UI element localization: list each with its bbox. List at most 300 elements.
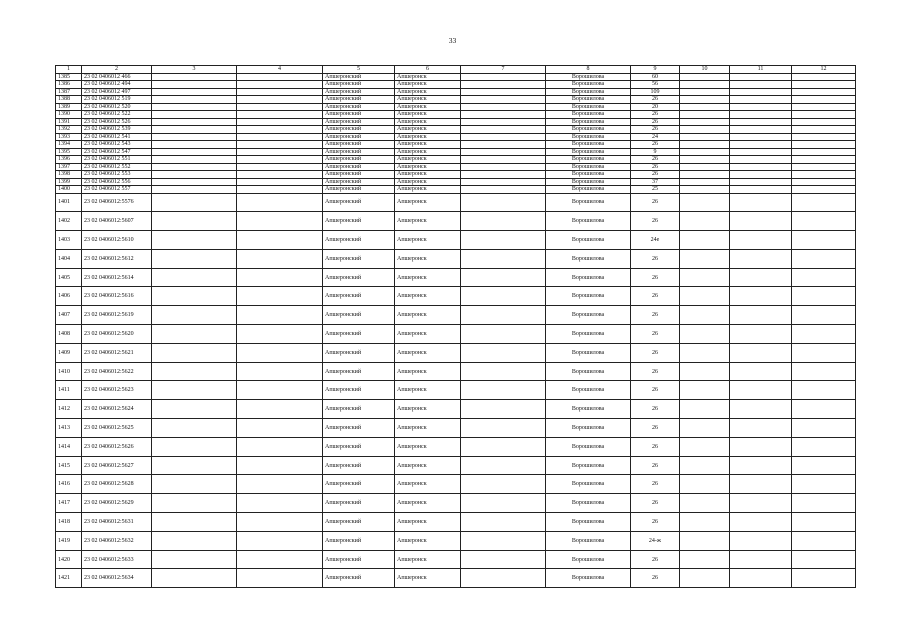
district-cell: Апшеронский [323,400,395,419]
empty-cell [461,306,546,325]
empty-cell [680,96,730,104]
empty-cell [792,126,856,134]
empty-cell [237,550,323,569]
city-cell: Апшеронск [395,381,461,400]
empty-cell [792,513,856,532]
house-number-cell: 26 [631,118,680,126]
empty-cell [461,249,546,268]
empty-cell [730,103,792,111]
empty-cell [730,343,792,362]
district-cell: Апшеронский [323,343,395,362]
table-row [56,148,856,156]
house-number-cell: 26 [631,569,680,588]
city-cell: Апшеронск [395,133,461,141]
district-cell: Апшеронский [323,531,395,550]
city-cell: Апшеронск [395,81,461,89]
table-row [56,513,856,532]
empty-cell [680,141,730,149]
row-number-cell: 1395 [56,148,82,156]
table-row [56,156,856,164]
empty-cell [730,437,792,456]
street-cell: Ворошилова [546,81,631,89]
house-number-cell: 25 [631,186,680,194]
district-cell: Апшеронский [323,231,395,250]
street-cell: Ворошилова [546,186,631,194]
house-number-cell: 26 [631,475,680,494]
cadastral-number-cell: 23 02 0406012 556 [82,178,152,186]
street-cell: Ворошилова [546,325,631,344]
empty-cell [461,171,546,179]
row-number-cell: 1400 [56,186,82,194]
house-number-cell: 26 [631,456,680,475]
col-header-12: 12 [792,66,856,74]
district-cell: Апшеронский [323,249,395,268]
empty-cell [461,88,546,96]
empty-cell [152,343,237,362]
empty-cell [730,531,792,550]
empty-cell [152,111,237,119]
empty-cell [237,287,323,306]
empty-cell [461,362,546,381]
street-cell: Ворошилова [546,96,631,104]
empty-cell [730,186,792,194]
table-row [56,186,856,194]
table-row [56,171,856,179]
row-number-cell: 1389 [56,103,82,111]
empty-cell [680,287,730,306]
empty-cell [680,103,730,111]
empty-cell [730,156,792,164]
district-cell: Апшеронский [323,186,395,194]
row-number-cell: 1405 [56,268,82,287]
empty-cell [792,141,856,149]
city-cell: Апшеронск [395,531,461,550]
empty-cell [152,88,237,96]
empty-cell [680,249,730,268]
row-number-cell: 1403 [56,231,82,250]
street-cell: Ворошилова [546,550,631,569]
table-row [56,73,856,81]
table-row [56,103,856,111]
district-cell: Апшеронский [323,437,395,456]
empty-cell [152,531,237,550]
empty-cell [730,73,792,81]
empty-cell [152,249,237,268]
house-number-cell: 26 [631,96,680,104]
empty-cell [152,133,237,141]
table-row [56,178,856,186]
empty-cell [680,381,730,400]
empty-cell [237,343,323,362]
cadastral-number-cell: 23 02 0406012:5619 [82,306,152,325]
empty-cell [680,306,730,325]
empty-cell [237,171,323,179]
empty-cell [237,178,323,186]
empty-cell [461,163,546,171]
empty-cell [461,419,546,438]
house-number-cell: 26 [631,306,680,325]
district-cell: Апшеронский [323,118,395,126]
empty-cell [680,362,730,381]
row-number-cell: 1397 [56,163,82,171]
empty-cell [152,306,237,325]
street-cell: Ворошилова [546,141,631,149]
empty-cell [730,231,792,250]
empty-cell [730,88,792,96]
house-number-cell: 109 [631,88,680,96]
col-header-8: 8 [546,66,631,74]
empty-cell [792,531,856,550]
row-number-cell: 1392 [56,126,82,134]
street-cell: Ворошилова [546,381,631,400]
house-number-cell: 26 [631,249,680,268]
house-number-cell: 26 [631,437,680,456]
empty-cell [730,550,792,569]
empty-cell [730,163,792,171]
street-cell: Ворошилова [546,171,631,179]
district-cell: Апшеронский [323,306,395,325]
cadastral-number-cell: 23 02 0406012 551 [82,156,152,164]
empty-cell [792,325,856,344]
empty-cell [461,325,546,344]
empty-cell [680,513,730,532]
house-number-cell: 26 [631,156,680,164]
empty-cell [792,343,856,362]
empty-cell [730,306,792,325]
cadastral-number-cell: 23 02 0406012 543 [82,141,152,149]
street-cell: Ворошилова [546,88,631,96]
city-cell: Апшеронск [395,306,461,325]
empty-cell [792,419,856,438]
table-row [56,111,856,119]
district-cell: Апшеронский [323,163,395,171]
empty-cell [792,156,856,164]
empty-cell [680,231,730,250]
empty-cell [461,118,546,126]
cadastral-number-cell: 23 02 0406012 553 [82,171,152,179]
city-cell: Апшеронск [395,171,461,179]
city-cell: Апшеронск [395,400,461,419]
city-cell: Апшеронск [395,141,461,149]
empty-cell [461,73,546,81]
table-row [56,212,856,231]
house-number-cell: 26 [631,513,680,532]
cadastral-number-cell: 23 02 0406012:5622 [82,362,152,381]
empty-cell [461,148,546,156]
row-number-cell: 1406 [56,287,82,306]
empty-cell [680,133,730,141]
district-cell: Апшеронский [323,156,395,164]
table-row [56,268,856,287]
col-header-3: 3 [152,66,237,74]
cadastral-number-cell: 23 02 0406012 547 [82,148,152,156]
empty-cell [237,306,323,325]
empty-cell [461,141,546,149]
cadastral-number-cell: 23 02 0406012:5621 [82,343,152,362]
table-row [56,381,856,400]
street-cell: Ворошилова [546,118,631,126]
empty-cell [152,437,237,456]
empty-cell [730,475,792,494]
row-number-cell: 1409 [56,343,82,362]
district-cell: Апшеронский [323,268,395,287]
table-row [56,475,856,494]
house-number-cell: 26 [631,171,680,179]
row-number-cell: 1411 [56,381,82,400]
empty-cell [461,96,546,104]
empty-cell [730,126,792,134]
empty-cell [680,531,730,550]
house-number-cell: 56 [631,81,680,89]
street-cell: Ворошилова [546,419,631,438]
cadastral-number-cell: 23 02 0406012:5612 [82,249,152,268]
empty-cell [680,212,730,231]
row-number-cell: 1402 [56,212,82,231]
city-cell: Апшеронск [395,186,461,194]
empty-cell [152,513,237,532]
empty-cell [461,103,546,111]
empty-cell [792,306,856,325]
table-row [56,231,856,250]
empty-cell [237,103,323,111]
empty-cell [792,212,856,231]
empty-cell [237,456,323,475]
empty-cell [237,111,323,119]
empty-cell [237,475,323,494]
street-cell: Ворошилова [546,494,631,513]
empty-cell [461,381,546,400]
empty-cell [152,400,237,419]
empty-cell [792,186,856,194]
row-number-cell: 1408 [56,325,82,344]
table-row [56,126,856,134]
row-number-cell: 1412 [56,400,82,419]
empty-cell [730,325,792,344]
city-cell: Апшеронск [395,494,461,513]
empty-cell [792,193,856,212]
empty-cell [152,325,237,344]
city-cell: Апшеронск [395,362,461,381]
street-cell: Ворошилова [546,475,631,494]
district-cell: Апшеронский [323,81,395,89]
row-number-cell: 1418 [56,513,82,532]
cadastral-number-cell: 23 02 0406012:5627 [82,456,152,475]
district-cell: Апшеронский [323,126,395,134]
row-number-cell: 1419 [56,531,82,550]
street-cell: Ворошилова [546,569,631,588]
cadastral-number-cell: 23 02 0406012 526 [82,118,152,126]
table-row [56,88,856,96]
cadastral-number-cell: 23 02 0406012:5607 [82,212,152,231]
cadastral-number-cell: 23 02 0406012:5633 [82,550,152,569]
table-row [56,287,856,306]
city-cell: Апшеронск [395,513,461,532]
street-cell: Ворошилова [546,437,631,456]
empty-cell [237,381,323,400]
district-cell: Апшеронский [323,287,395,306]
empty-cell [680,569,730,588]
empty-cell [792,96,856,104]
empty-cell [730,249,792,268]
table-row [56,343,856,362]
row-number-cell: 1393 [56,133,82,141]
empty-cell [152,171,237,179]
empty-cell [792,163,856,171]
row-number-cell: 1421 [56,569,82,588]
house-number-cell: 24е [631,231,680,250]
col-header-2: 2 [82,66,152,74]
empty-cell [792,494,856,513]
street-cell: Ворошилова [546,103,631,111]
cadastral-number-cell: 23 02 0406012 494 [82,81,152,89]
empty-cell [152,287,237,306]
col-header-1: 1 [56,66,82,74]
empty-cell [152,193,237,212]
city-cell: Апшеронск [395,96,461,104]
cadastral-number-cell: 23 02 0406012 522 [82,111,152,119]
city-cell: Апшеронск [395,163,461,171]
house-number-cell: 26 [631,362,680,381]
district-cell: Апшеронский [323,419,395,438]
empty-cell [730,133,792,141]
col-header-7: 7 [461,66,546,74]
district-cell: Апшеронский [323,133,395,141]
empty-cell [461,178,546,186]
empty-cell [730,148,792,156]
table-row [56,362,856,381]
empty-cell [792,437,856,456]
city-cell: Апшеронск [395,475,461,494]
street-cell: Ворошилова [546,73,631,81]
table-row [56,249,856,268]
cadastral-number-cell: 23 02 0406012 557 [82,186,152,194]
house-number-cell: 26 [631,163,680,171]
empty-cell [152,156,237,164]
empty-cell [792,171,856,179]
city-cell: Апшеронск [395,111,461,119]
row-number-cell: 1415 [56,456,82,475]
empty-cell [792,475,856,494]
house-number-cell: 37 [631,178,680,186]
cadastral-number-cell: 23 02 0406012 539 [82,126,152,134]
house-number-cell: 9 [631,148,680,156]
city-cell: Апшеронск [395,126,461,134]
city-cell: Апшеронск [395,287,461,306]
page-number: 33 [448,36,457,45]
empty-cell [730,513,792,532]
district-cell: Апшеронский [323,475,395,494]
house-number-cell: 26 [631,494,680,513]
empty-cell [152,268,237,287]
district-cell: Апшеронский [323,111,395,119]
row-number-cell: 1410 [56,362,82,381]
empty-cell [237,419,323,438]
empty-cell [680,186,730,194]
empty-cell [680,343,730,362]
empty-cell [680,550,730,569]
empty-cell [730,141,792,149]
empty-cell [730,81,792,89]
empty-cell [237,73,323,81]
empty-cell [237,362,323,381]
empty-cell [152,96,237,104]
col-header-6: 6 [395,66,461,74]
table-row [56,550,856,569]
city-cell: Апшеронск [395,249,461,268]
cadastral-number-cell: 23 02 0406012 497 [82,88,152,96]
cadastral-number-cell: 23 02 0406012 541 [82,133,152,141]
house-number-cell: 24 [631,133,680,141]
row-number-cell: 1386 [56,81,82,89]
empty-cell [792,133,856,141]
empty-cell [680,268,730,287]
empty-cell [730,287,792,306]
empty-cell [237,126,323,134]
empty-cell [152,550,237,569]
city-cell: Апшеронск [395,437,461,456]
table-row [56,494,856,513]
cadastral-number-cell: 23 02 0406012:5631 [82,513,152,532]
street-cell: Ворошилова [546,400,631,419]
empty-cell [152,141,237,149]
empty-cell [152,73,237,81]
street-cell: Ворошилова [546,531,631,550]
empty-cell [152,419,237,438]
house-number-cell: 26 [631,212,680,231]
empty-cell [237,186,323,194]
district-cell: Апшеронский [323,178,395,186]
empty-cell [792,362,856,381]
city-cell: Апшеронск [395,325,461,344]
empty-cell [680,456,730,475]
empty-cell [680,118,730,126]
house-number-cell: 26 [631,126,680,134]
row-number-cell: 1413 [56,419,82,438]
cadastral-number-cell: 23 02 0406012:5616 [82,287,152,306]
row-number-cell: 1391 [56,118,82,126]
empty-cell [152,103,237,111]
empty-cell [237,231,323,250]
empty-cell [792,569,856,588]
col-header-4: 4 [237,66,323,74]
empty-cell [461,186,546,194]
district-cell: Апшеронский [323,88,395,96]
street-cell: Ворошилова [546,178,631,186]
empty-cell [237,531,323,550]
empty-cell [680,171,730,179]
empty-cell [237,88,323,96]
empty-cell [152,212,237,231]
empty-cell [152,118,237,126]
empty-cell [461,287,546,306]
empty-cell [152,494,237,513]
empty-cell [792,103,856,111]
empty-cell [792,118,856,126]
street-cell: Ворошилова [546,362,631,381]
cadastral-number-cell: 23 02 0406012:5628 [82,475,152,494]
empty-cell [680,126,730,134]
empty-cell [792,73,856,81]
cadastral-number-cell: 23 02 0406012:5629 [82,494,152,513]
empty-cell [680,437,730,456]
empty-cell [152,178,237,186]
empty-cell [730,419,792,438]
house-number-cell: 26 [631,343,680,362]
empty-cell [680,88,730,96]
empty-cell [461,494,546,513]
empty-cell [461,81,546,89]
city-cell: Апшеронск [395,231,461,250]
